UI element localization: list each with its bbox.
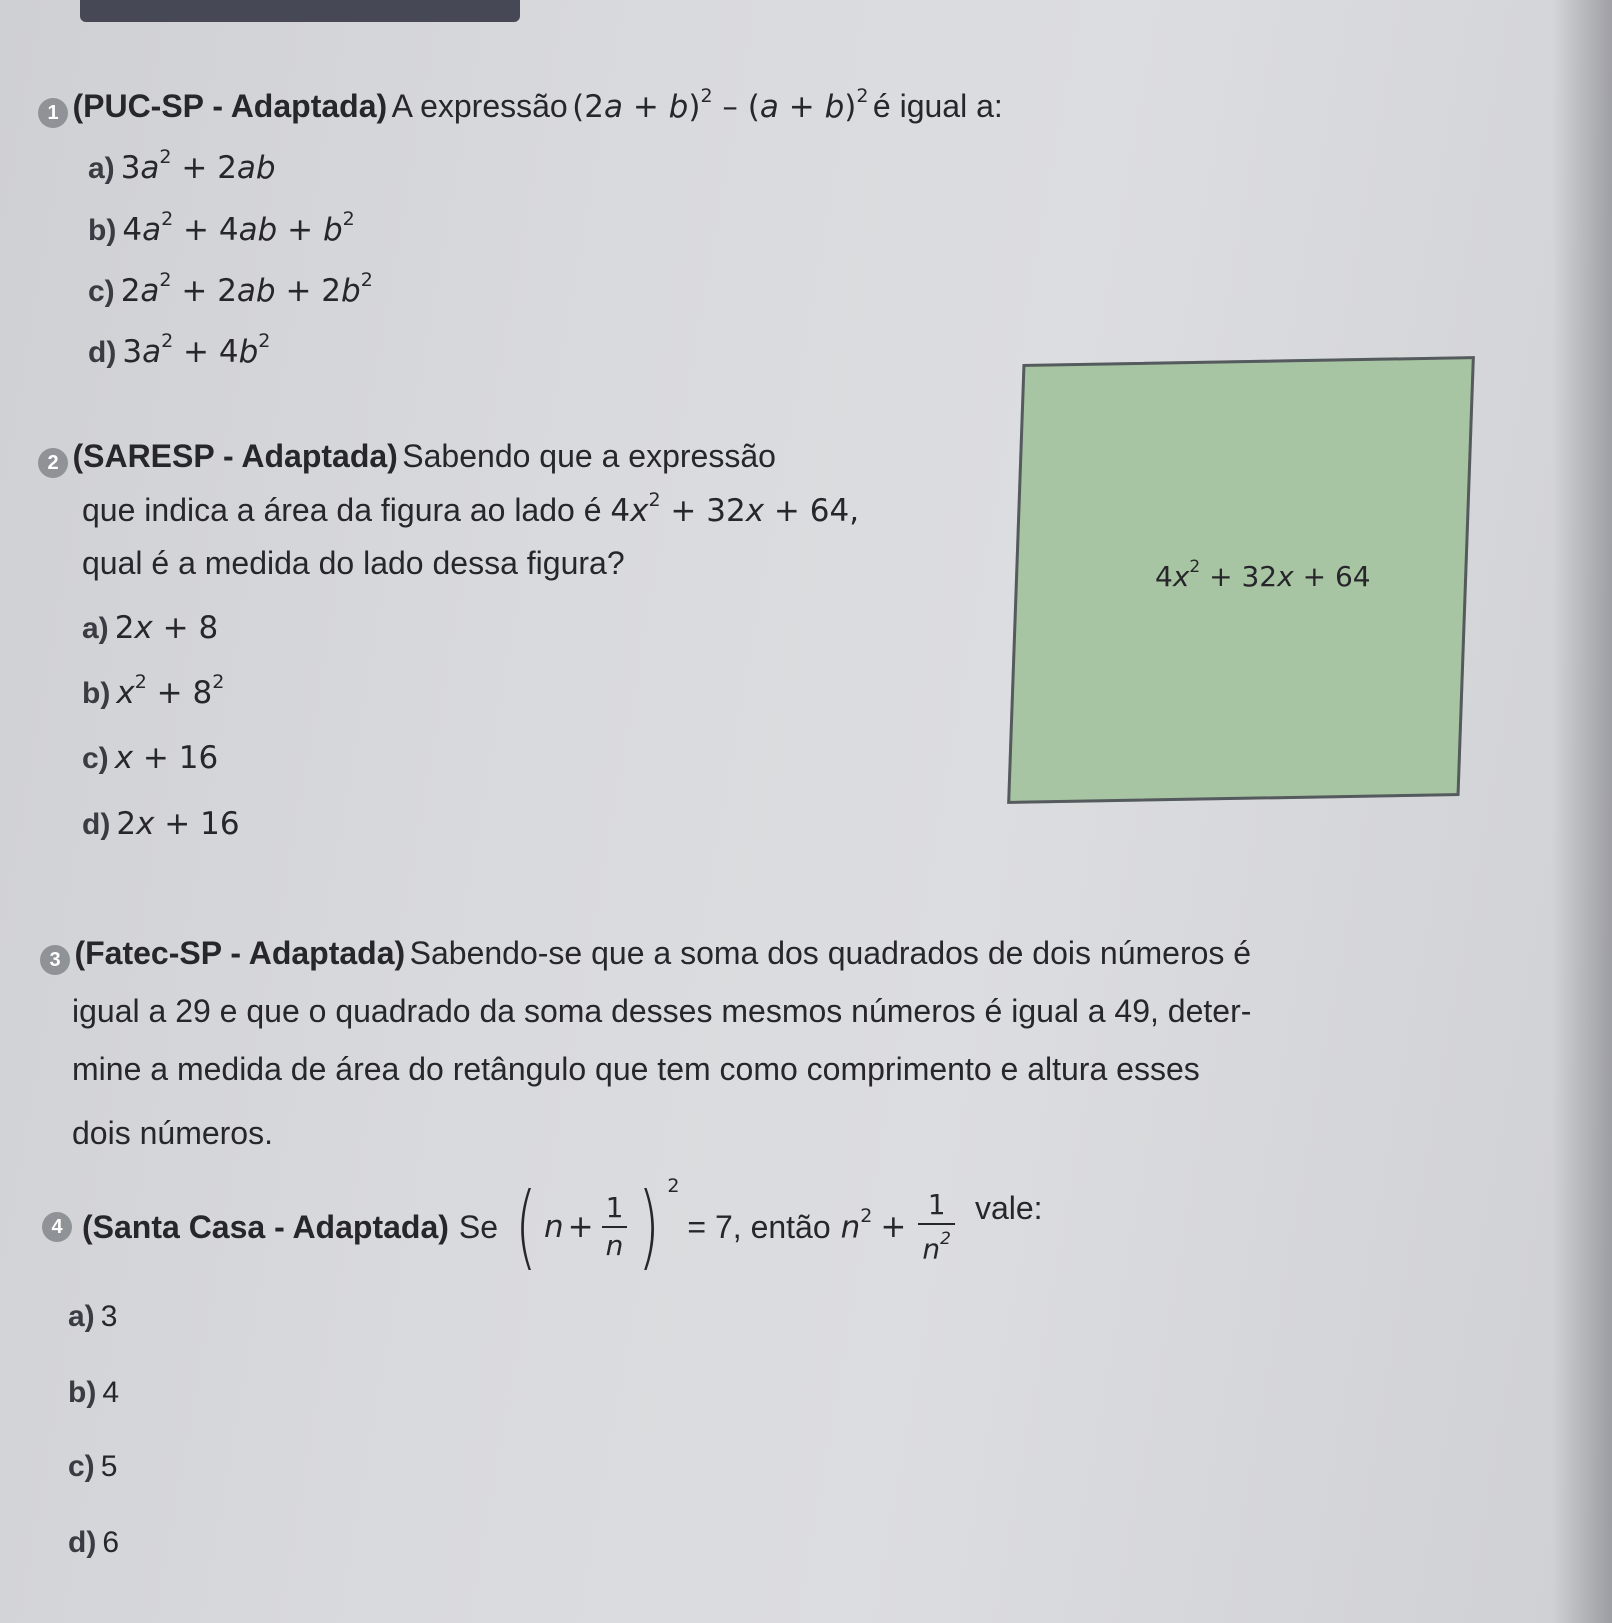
q4-vale: vale: <box>974 1190 1043 1226</box>
q4-option-c[interactable]: c) 5 <box>68 1450 118 1483</box>
q1-option-d[interactable]: d) $3a^2 + 4b^2$ <box>88 330 271 371</box>
q1-option-a[interactable]: a) $3a^2 + 2ab$ <box>88 146 276 187</box>
q4-expression: ( n + $\frac{1}{n}$ ) 2 = 7, então $n^2$ + $\frac{1}{n^2}$ <box>508 1181 959 1273</box>
q3-line1: Sabendo-se que a soma dos quadrados de dois números é <box>409 935 1252 971</box>
q4-header <box>42 1172 1043 1282</box>
q2-line1: Sabendo que a expressão <box>402 438 776 474</box>
q3-source: (Fatec-SP - Adaptada) <box>74 935 406 971</box>
page-shadow <box>1552 0 1612 1623</box>
q2-line2: que indica a área da figura ao lado é $4x^2 + 32x + 64$, <box>82 488 860 529</box>
q3-header <box>40 935 1251 975</box>
q1-option-c[interactable]: c) $2a^2 + 2ab + 2b^2$ <box>88 269 373 310</box>
q4-source: (Santa Casa - Adaptada) <box>82 1208 449 1245</box>
q2-option-b[interactable]: b) $x^2 + 8^2$ <box>82 671 225 712</box>
q1-source: (PUC-SP - Adaptada) <box>72 88 388 124</box>
q2-option-d[interactable]: d) 2x + 16 <box>82 806 240 842</box>
q3-number-badge: 3 <box>40 945 70 975</box>
q3-line2: igual a 29 e que o quadrado da soma desses mesmos números é igual a 49, deter- <box>72 993 1252 1029</box>
q4-se: Se <box>458 1208 499 1245</box>
q1-text-after: é igual a: <box>872 88 1003 124</box>
q2-line3: qual é a medida do lado dessa figura? <box>82 545 625 581</box>
q2-option-c[interactable]: c) x + 16 <box>82 740 219 776</box>
q4-number-badge: 4 <box>42 1212 72 1242</box>
q2-source: (SARESP - Adaptada) <box>72 438 398 474</box>
q1-number-badge: 1 <box>38 98 68 128</box>
q4-option-b[interactable]: b) 4 <box>68 1376 120 1409</box>
q1-expression: $(2a + b)^2 - (a + b)^2$ <box>572 84 869 125</box>
figure-area-label: $4x^2 + 32x + 64$ <box>1155 556 1371 593</box>
page-top-edge <box>80 0 520 22</box>
q3-line3: mine a medida de área do retângulo que tem como comprimento e altura esses <box>72 1051 1200 1087</box>
q1-header <box>38 84 1003 128</box>
q4-option-a[interactable]: a) 3 <box>68 1300 118 1333</box>
q1-option-b[interactable]: b) $4a^2 + 4ab + b^2$ <box>88 208 355 249</box>
q3-line4: dois números. <box>72 1115 273 1151</box>
q2-option-a[interactable]: a) 2x + 8 <box>82 610 219 646</box>
q2-number-badge: 2 <box>38 448 68 478</box>
q1-text-before: A expressão <box>391 88 568 124</box>
q4-option-d[interactable]: d) 6 <box>68 1526 120 1559</box>
q2-header <box>38 438 776 478</box>
